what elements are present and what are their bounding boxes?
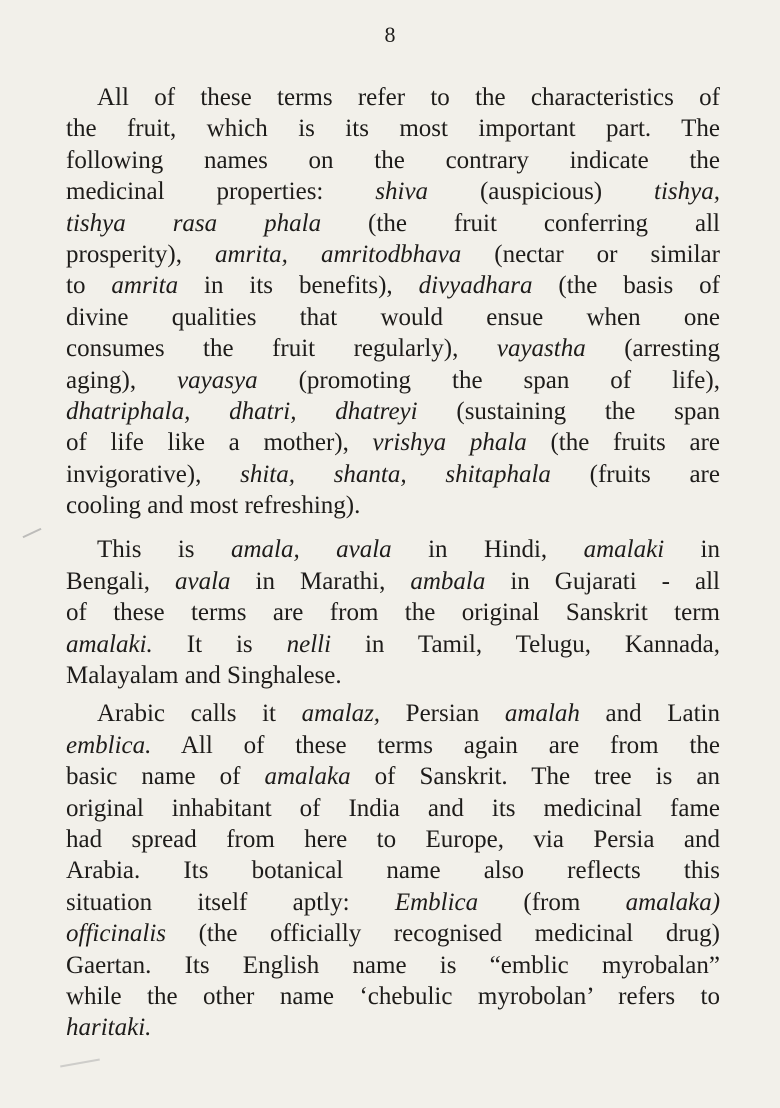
text-line	[66, 270, 720, 301]
text-line	[66, 566, 720, 597]
text-segment: (the fruit conferring all	[321, 209, 720, 237]
text-segment: in Tamil, Telugu, Kannada,	[331, 630, 720, 658]
pen-mark	[60, 1059, 100, 1068]
italic-term: emblica.	[66, 731, 152, 759]
text-line	[66, 145, 720, 176]
text-segment: This is	[97, 536, 231, 564]
text-line	[66, 918, 720, 949]
italic-term: avala	[175, 567, 231, 595]
italic-term: vrishya phala	[372, 429, 527, 457]
italic-term: vayasya	[177, 366, 258, 394]
text-line	[66, 176, 720, 207]
text-segment: had spread from here to Europe, via Persia and	[66, 825, 720, 853]
text-line	[66, 950, 720, 981]
text-segment: while the other name ‘chebulic myrobolan’ refers to	[66, 982, 720, 1010]
text-segment: in Hindi,	[391, 536, 584, 564]
italic-term: tishya,	[654, 178, 720, 206]
page-body	[66, 82, 720, 1044]
italic-term: shiva	[375, 178, 429, 206]
text-line	[66, 302, 720, 333]
italic-term: officinalis	[66, 920, 166, 948]
text-line	[66, 855, 720, 886]
text-segment: (the fruits are	[526, 429, 720, 457]
text-segment: Arabic calls it	[97, 700, 302, 728]
text-line	[66, 490, 720, 521]
text-line	[66, 365, 720, 396]
text-segment: It is	[152, 630, 287, 658]
text-segment: (fruits are	[550, 460, 720, 488]
text-segment: Bengali,	[66, 567, 175, 595]
italic-term: amalaki.	[66, 630, 153, 658]
italic-term: amalah	[504, 700, 580, 728]
text-line	[66, 396, 720, 427]
text-segment: in Gujarati - all	[485, 567, 720, 595]
italic-term: divyadhara	[418, 272, 533, 300]
text-segment: Malayalam and Singhalese.	[66, 662, 342, 690]
italic-term: tishya rasa phala	[66, 209, 322, 237]
text-segment: aging),	[66, 366, 178, 394]
text-segment: Arabia. Its botanical name also reflects this	[66, 857, 720, 885]
text-line	[66, 887, 720, 918]
text-segment: in Marathi,	[230, 567, 411, 595]
text-segment: Persian	[380, 700, 505, 728]
italic-term: amalaki	[583, 536, 665, 564]
paragraph	[66, 534, 720, 691]
pen-mark	[23, 528, 42, 538]
text-segment: in its benefits),	[178, 272, 419, 300]
text-line	[66, 824, 720, 855]
text-segment: invigorative),	[66, 460, 241, 488]
text-line	[66, 113, 720, 144]
text-line	[66, 459, 720, 490]
italic-term: amalaz,	[301, 700, 381, 728]
text-segment: (auspicious)	[428, 178, 655, 206]
text-segment: (from	[478, 888, 626, 916]
italic-term: vayastha	[496, 335, 586, 363]
italic-term: haritaki.	[66, 1014, 152, 1042]
text-segment: (nectar or similar	[461, 240, 720, 268]
text-segment: of these terms are from the original Sanskrit term	[66, 599, 720, 627]
text-segment: consumes the fruit regularly),	[66, 335, 497, 363]
text-line	[66, 761, 720, 792]
text-line	[66, 981, 720, 1012]
text-line	[66, 208, 720, 239]
text-segment: (sustaining the span	[417, 397, 720, 425]
italic-term: dhatriphala, dhatri, dhatreyi	[66, 397, 418, 425]
italic-term: amrita	[111, 272, 179, 300]
text-line	[66, 730, 720, 761]
italic-term: amrita, amritodbhava	[214, 240, 462, 268]
text-segment: of life like a mother),	[66, 429, 373, 457]
text-segment: the fruit, which is its most important part. The	[66, 115, 720, 143]
text-line	[66, 660, 720, 691]
italic-term: amala, avala	[230, 536, 392, 564]
italic-term: amalaka)	[625, 888, 721, 916]
italic-term: Emblica	[394, 888, 479, 916]
text-segment: All of these terms again are from the	[151, 731, 720, 759]
text-line	[66, 82, 720, 113]
text-segment: cooling and most refreshing).	[66, 492, 361, 520]
text-segment: original inhabitant of India and its medicinal fame	[66, 794, 720, 822]
text-line	[66, 427, 720, 458]
text-segment: (the officially recognised medicinal drug)	[166, 920, 720, 948]
italic-term: shita, shanta, shitaphala	[240, 460, 551, 488]
text-segment: prosperity),	[66, 240, 215, 268]
italic-term: amalaka	[264, 763, 351, 791]
text-segment: medicinal properties:	[66, 178, 376, 206]
text-line	[66, 597, 720, 628]
text-line	[66, 629, 720, 660]
text-segment: situation itself aptly:	[66, 888, 395, 916]
text-segment: All of these terms refer to the characteristics of	[97, 84, 720, 111]
paragraph	[66, 698, 720, 1043]
text-line	[66, 239, 720, 270]
text-segment: basic name of	[66, 763, 265, 791]
text-segment: of Sanskrit. The tree is an	[350, 763, 720, 791]
italic-term: ambala	[410, 567, 486, 595]
text-line	[66, 1012, 720, 1043]
page-number: 8	[384, 22, 396, 47]
text-line	[66, 698, 720, 729]
text-segment: following names on the contrary indicate the	[66, 146, 720, 174]
text-segment: in	[664, 536, 721, 564]
text-segment: Gaertan. Its English name is “emblic myrobalan”	[66, 951, 720, 979]
text-line	[66, 333, 720, 364]
paragraph	[66, 82, 720, 521]
text-segment: and Latin	[579, 700, 720, 728]
italic-term: nelli	[286, 630, 332, 658]
text-segment: divine qualities that would ensue when one	[66, 303, 720, 331]
text-segment: (the basis of	[532, 272, 720, 300]
text-segment: (promoting the span of life),	[257, 366, 720, 394]
text-segment: to	[66, 272, 112, 300]
text-line	[66, 793, 720, 824]
text-line	[66, 534, 720, 565]
text-segment: (arresting	[585, 335, 720, 363]
